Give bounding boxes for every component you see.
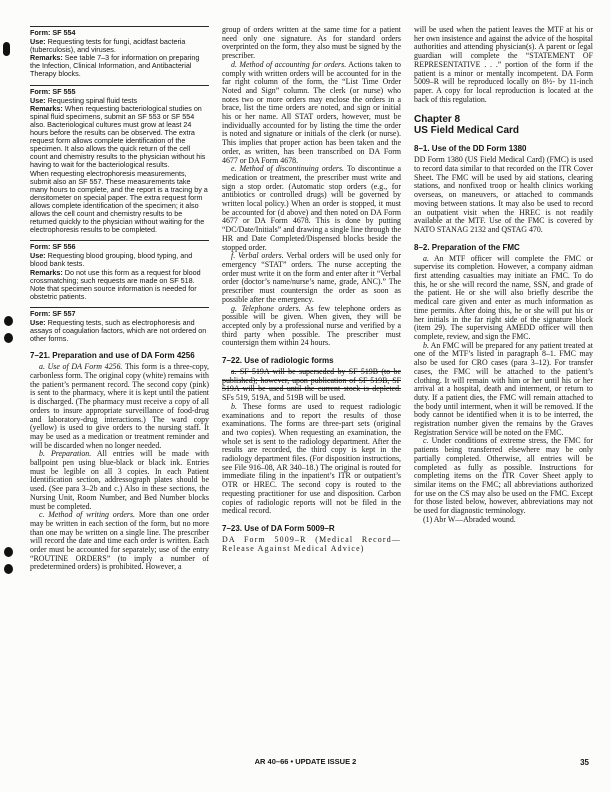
para-text: SFs 519, 519A, and 519B will be used. [222, 393, 346, 403]
para-lead: d. Method of accounting for orders. [231, 59, 347, 69]
form-title: Form: SF 556 [30, 242, 76, 252]
heading-7-23: 7–23. Use of DA Form 5009–R [222, 523, 335, 533]
para-8-2-c-1: (1) Abr W—Abraded wound. [423, 514, 516, 524]
field-label: Use: [30, 251, 46, 261]
para-7-21-b [30, 450, 209, 511]
field-text: When requesting bacteriological studies on spinal fluid specimens, submit an SF 553 or SF 554 also. Bacteriological cultures must grow at least 24 hours before the results can be observed. The extra request form allows complete identification of the specimen. It also allows the quick return of the cell count and chemistry results to the physician without his having to wait for the bacteriological results. [30, 103, 206, 170]
field-label: Remarks: [30, 103, 63, 113]
page-number: 35 [580, 758, 589, 767]
form-use [30, 319, 209, 343]
field-text: Requesting tests for fungi, acidfast bacteria (tuberculosis), and viruses. [30, 37, 186, 55]
para-text: An MTF officer will complete the FMC or supervise its completion. However, a company aidman first attending casualties may initiate an FMC. To do this, he or she will record the name, SSN, and grade of the patient. He or she will also briefly describe the medical care given and enter as much information as time permits. After doing this, he or she will put his or her initials in the far right side of the signature block (item 29). The supervising AMEDD officer will then complete, review, and sign the FMC. [414, 253, 593, 341]
para-8-2-b [414, 342, 593, 438]
form-entry-sf557 [30, 307, 209, 343]
heading-8-2: 8–2. Preparation of the FMC [414, 242, 520, 252]
chapter-8-label: Chapter 8 [414, 114, 461, 126]
form-use [30, 38, 209, 54]
heading-8-1: 8–1. Use of the DD Form 1380 [414, 144, 527, 154]
field-label: Use: [30, 318, 46, 327]
para-lead: a. [423, 253, 429, 263]
para-8-1: DD Form 1380 (US Field Medical Card) (FMC) is used to record data similar to that recorded on the ITR Cover Sheet. The FMC will be used by aid stations, clearing stations, and nonfixed troop or health clinics working overseas, on maneuvers, or attached to commands moving between stations. It may also be used to record an outpatient visit when the HREC is not readily available at the MTF. Use of the FMC is covered by NATO STANAG 2132 and QSTAG 470. [414, 155, 593, 234]
heading-7-22: 7–22. Use of radiologic forms [222, 356, 334, 366]
field-label: Remarks: [30, 267, 63, 277]
para-7-21-f [222, 252, 401, 304]
field-text: Requesting blood grouping, blood typing, and blood bank tests. [30, 251, 193, 269]
form-use [30, 252, 209, 268]
para-text: Actions taken to comply with written orders will be accounted for in the far right column of the form, the “List Time Order Noted and Sign” column. The clerk (or nurse) who notes two or more orders may enclose the orders in a brace, list the time orders are noted, and sign or initial his or her name. All STAT orders, however, must be individually accounted for by listing the time the order is noted and signature or initials of the clerk (or nurse). This implies that proper action has been taken and the order, as written, has been transcribed on DA Form 4677 or DA Form 4678. [222, 59, 401, 165]
para-text: More than one order may be written in each section of the form, but no more than one may be written on a single line. The prescriber will record the date and time each order is written. Each order must be accounted for separately; use of the entry “ROUTINE ORDERS” (to imply a number of predetermined orders) is prohibited. However, a [30, 510, 209, 572]
form-entry-sf556 [30, 240, 209, 301]
para-lead: b. Preparation. [39, 449, 92, 459]
para-text: Verbal orders will be used only for emergency “STAT” orders. The nurse accepting the order must write it on the form and enter after it “Verbal order (doctor’s name/nurse’s name, grade, ANC).” The prescriber must countersign the order as soon as possible after the emergency. [222, 251, 401, 304]
para-7-23-continued: will be used when the patient leaves the MTF at his or her own insistence and against the advice of the hospital authorities and attending physician(s). A parent or legal guardian will complete the “STATEMENT OF REPRESENTATIVE . . .” portion of the form if the patient is a minor or mentally incompetent. DA Form 5009–R will be reproduced locally on 8½- by 11-inch paper. A copy for local reproduction is located at the back of this regulation. [414, 26, 593, 104]
page-content [30, 26, 593, 740]
field-text: Do not use this form as a request for blood crossmatching; such requests are made on SF 518. Note that specimen source information is needed for obstetric patients. [30, 267, 201, 301]
para-7-21-g [222, 305, 401, 349]
field-label: Remarks: [30, 53, 63, 63]
para-7-22-b [222, 403, 401, 516]
field-label: Use: [30, 95, 46, 105]
field-text: Requesting tests, such as electrophoresis and assays of coagulation factors, which are not ordered on other forms. [30, 318, 207, 344]
para-text: This form is a three-copy, carbonless form. The original copy (white) remains with the patient’s permanent record. The second copy (pink) is sent to the pharmacy, where it is kept until the patient is discharged. (The pharmacy must receive a copy of all orders to insure appropriate surveillance of food-drug and laboratory-drug interactions.) The ward copy (yellow) is used to give orders to the nursing staff. It may be used as a medication or treatment reminder and will be discarded when no longer needed. [30, 362, 209, 450]
para-7-21-c-continued: group of orders written at the same time for a patient need only one signature. As for standard orders overprinted on the form, they also must be signed by the prescriber. [222, 26, 401, 61]
field-text: Requesting spinal fluid tests [47, 95, 138, 105]
para-7-23: DA Form 5009–R (Medical Record—Release Against Medical Advice) [222, 534, 401, 553]
para-7-22-a-deleted [222, 368, 401, 403]
para-lead: e. Method of discontinuing orders. [231, 164, 344, 174]
binding-mark [4, 333, 13, 343]
column-right [414, 26, 593, 740]
para-lead: g. Telephone orders. [231, 303, 301, 313]
form-entry-sf555 [30, 85, 209, 235]
para-text: An FMC will be prepared for any patient treated at one of the MTF’s listed in paragraph 8–1. FMC may also be used for CRO cases (para 3–12). For transfer cases, the FMC will be attached to the patient’s clothing. It will remain with him or her until his or her arrival at a hospital, death and interment, or return to duty. If a patient dies, the FMC will remain attached to the body until interment, when it will be removed. If the body cannot be identified when it is to be interred, the registration number given the remains by the Graves Registration Service will be noted on the FMC. [414, 340, 593, 437]
para-lead: c. [423, 436, 429, 446]
para-lead: c. Method of writing orders. [39, 510, 136, 520]
footer-citation: AR 40–66 • UPDATE ISSUE 2 [254, 757, 357, 766]
struck-text: a. SF 519A will be superseded by SF 519B (to be published); however, upon publication of SF 519B, SF 519A will be used until the current stock is depleted. [222, 367, 401, 394]
para-7-21-d [222, 61, 401, 165]
form-remarks-continued [30, 170, 209, 235]
para-lead: f. Verbal orders. [231, 251, 284, 261]
chapter-8-title: US Field Medical Card [414, 125, 520, 137]
field-text: See table 7–3 for information on preparing the Infection, Clinical Information, and Antibacterial Therapy blocks. [30, 53, 200, 79]
para-7-21-e [222, 165, 401, 252]
form-remarks [30, 54, 209, 78]
form-remarks [30, 105, 209, 170]
form-title: Form: SF 557 [30, 308, 76, 318]
para-text: All entries will be made with ballpoint pen using blue-black or black ink. Entries must be legible on all 3 copies. In each Patient Identification section, addressograph plates should be used. (See para 3–2b and c.) Also in these sections, the Nursing Unit, Room Number, and Bed Number blocks must be completed. [30, 449, 209, 511]
column-middle [222, 26, 401, 740]
binding-mark [4, 316, 13, 326]
binding-mark [4, 547, 13, 557]
binding-mark [3, 42, 10, 56]
para-text: These forms are used to request radiologic examinations and to report the results of those examinations. The forms are three-part sets (original and two copies). When requesting an examination, the whole set is sent to the radiology department. After the results are recorded, the third copy is kept in the radiology department files. (For disposition instructions, see File 916–08, AR 340–18.) The original is routed for immediate filing in the inpatient’s ITR or outpatient’s OTR or HREC. The second copy is routed to the requesting practitioner for use and disposition. Carbon copies of radiologic reports will not be filed in the medical record. [222, 401, 401, 516]
para-8-2-c [414, 437, 593, 515]
binding-mark [4, 564, 13, 574]
para-lead: a. Use of DA Form 4256. [39, 362, 123, 372]
para-text: To discontinue a medication or treatment, the prescriber must write and sign a stop order. (Automatic stop orders (e.g., for antibiotics or controlled drugs) will be governed by written local policy.) When an order is stopped, it must be accounted for (d above) and then noted on DA Form 4677 or DA Form 4678. This is done by putting “DC/Date/Initials” and drawing a single line through the HR and Date Completed/Dispensed blocks beside the stopped order. [222, 164, 401, 252]
form-title: Form: SF 554 [30, 28, 76, 37]
para-lead: b. [423, 340, 429, 350]
form-title: Form: SF 555 [30, 86, 76, 96]
form-entry-sf554 [30, 26, 209, 79]
para-text: Under conditions of extreme stress, the FMC for patients being transferred elsewhere may be only partially completed. Otherwise, all entries will be completed as fully as possible. Instructions for completing items on the ITR Cover Sheet apply to similar items on the FMC; all abbreviations authorized for use on the CS may also be used on the FMC. Except for those listed below, however, abbreviations may not be used for diagnostic terminology. [414, 436, 593, 516]
field-text: When requesting electrophoresis measurements, submit also an SF 557. These measurements take many hours to complete, and the report is a tracing by a densitometer on special paper. The extra request form allows complete identification of the specimen; it also allows the cell count and chemistry results to be returned quickly to the physician without waiting for the electrophoresis results to be completed. [30, 168, 208, 235]
form-remarks [30, 269, 209, 301]
heading-7-21: 7–21. Preparation and use of DA Form 4256 [30, 351, 195, 361]
para-lead: b. [231, 401, 237, 411]
column-left [30, 26, 209, 740]
para-8-2-a [414, 255, 593, 342]
para-7-21-c [30, 511, 209, 572]
para-7-21-a [30, 363, 209, 450]
para-text: As few telephone orders as possible will be given. When given, they will be accepted only by a professional nurse and verified by a third party when possible. The prescriber must countersign them within 24 hours. [222, 303, 401, 348]
field-label: Use: [30, 37, 46, 47]
